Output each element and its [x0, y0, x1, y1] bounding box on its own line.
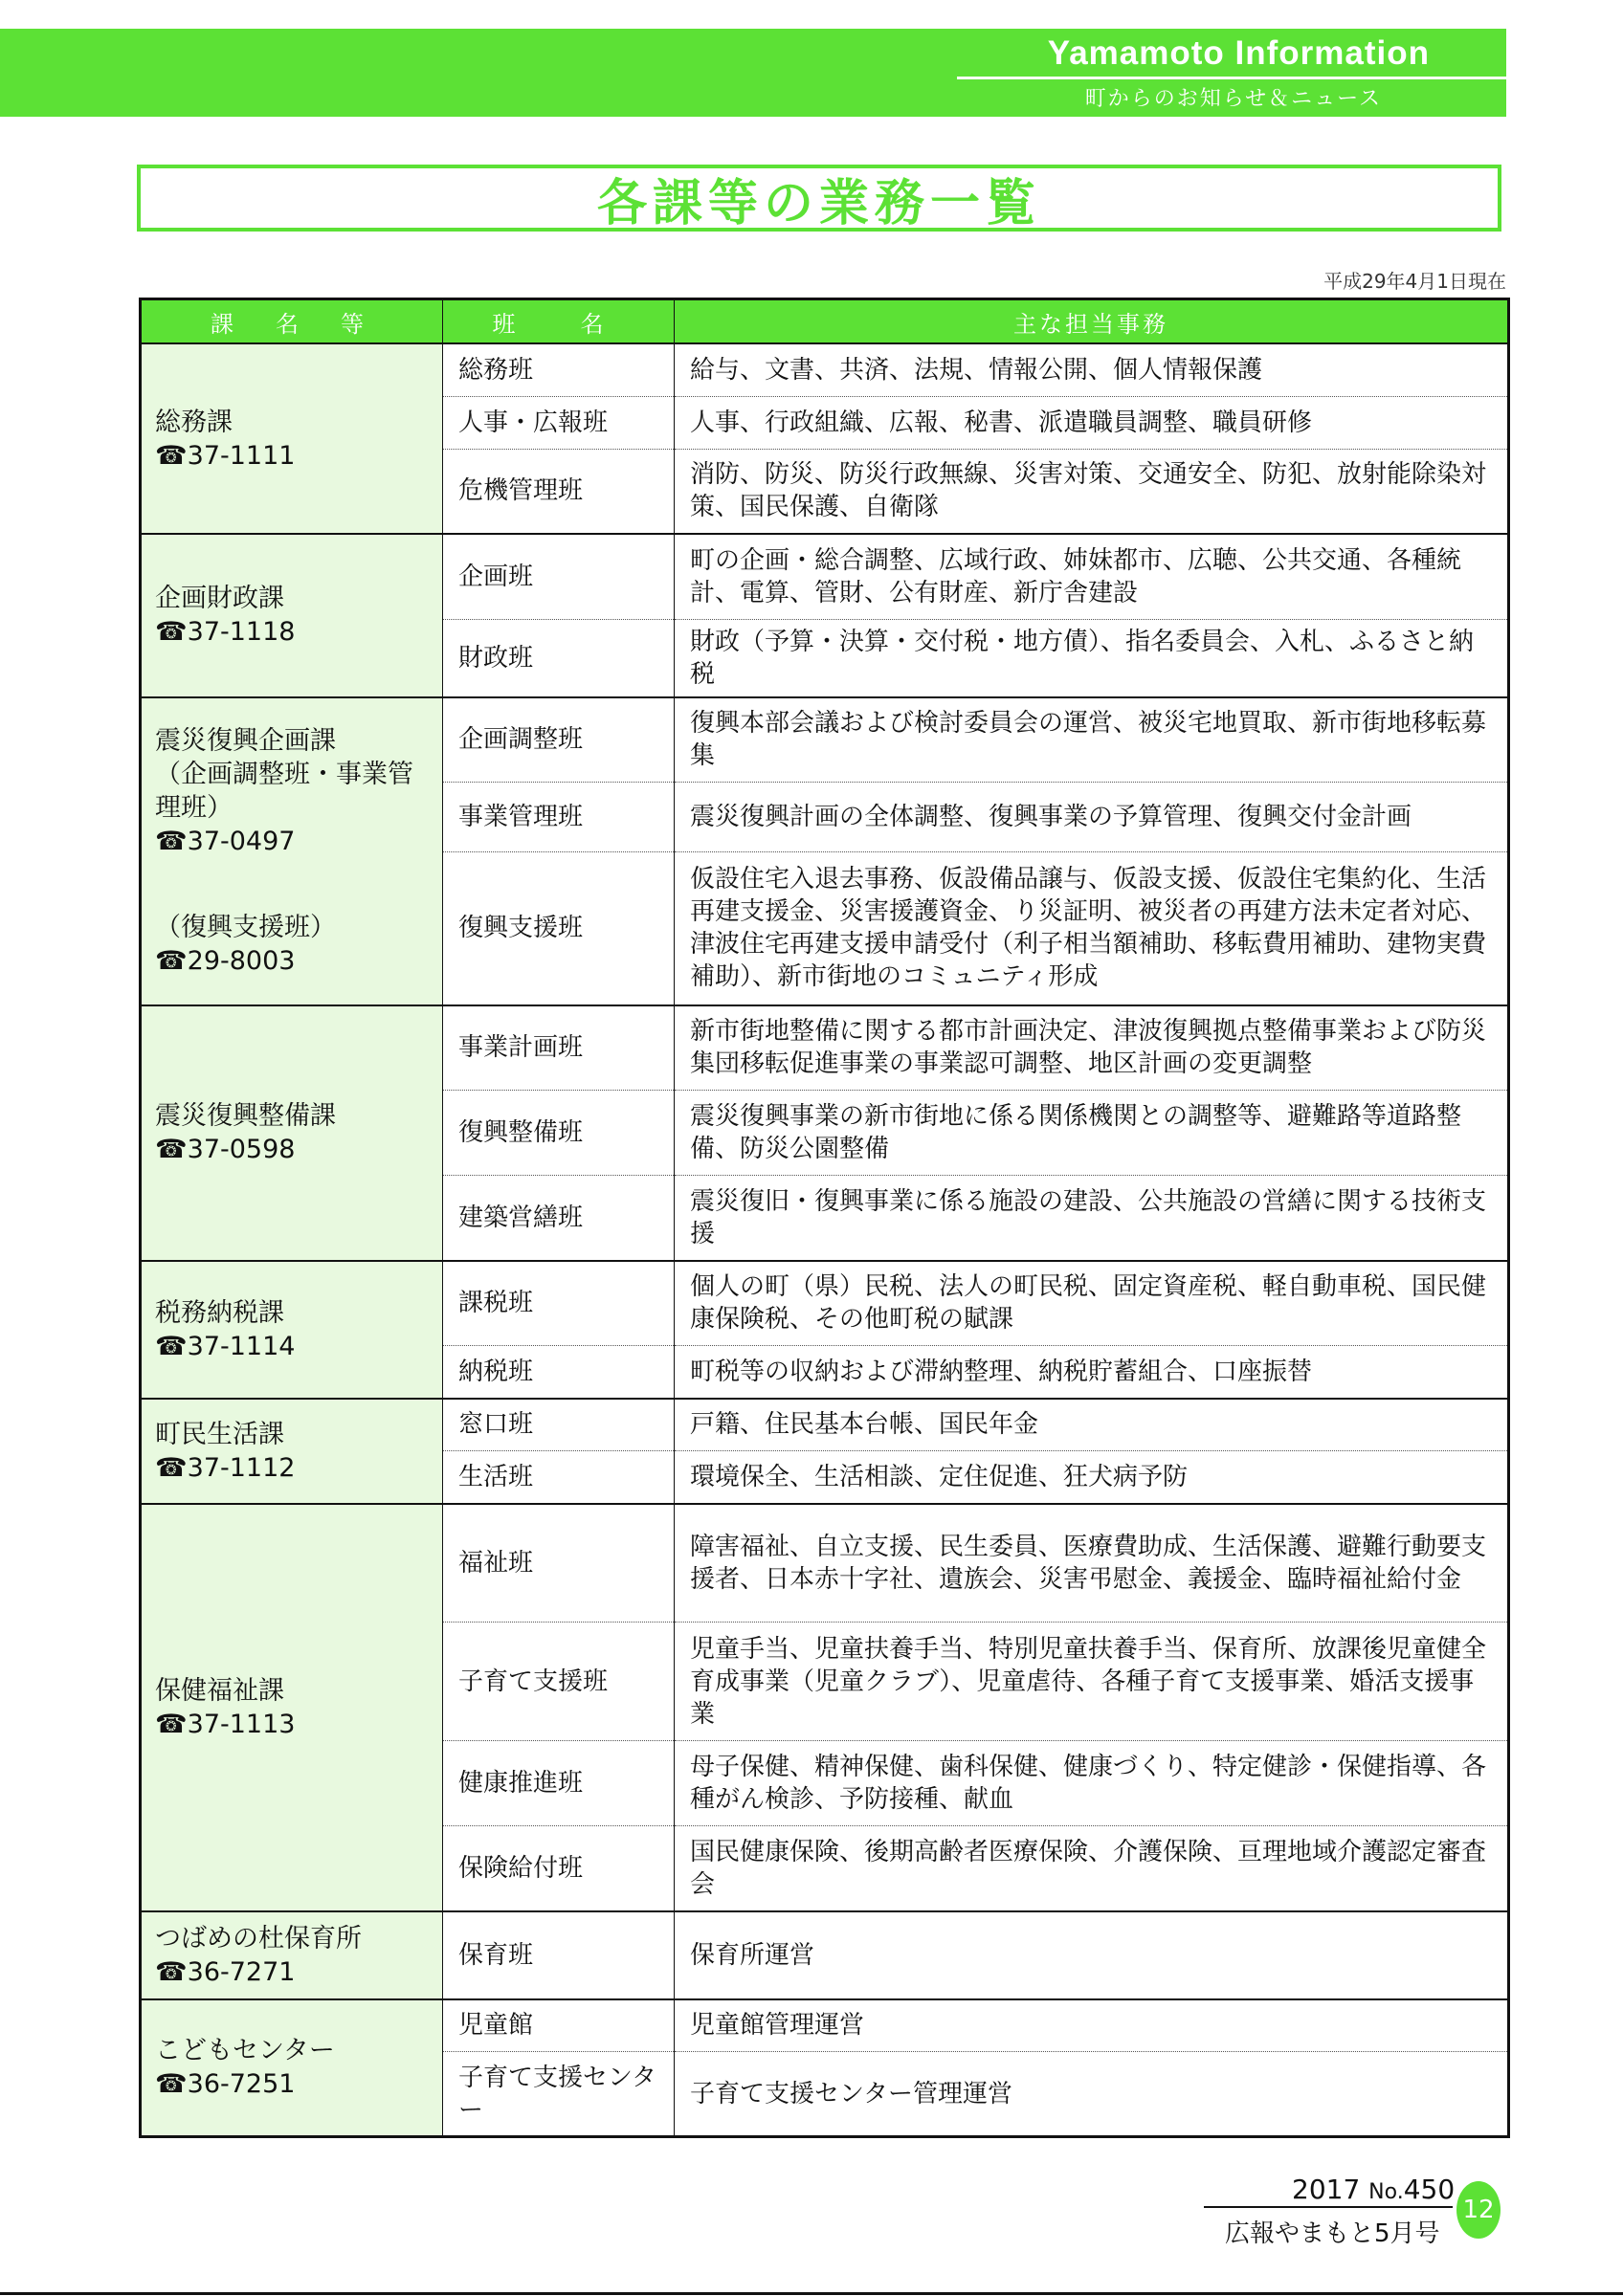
bottom-rule — [0, 2292, 1623, 2295]
dept-cell — [141, 1999, 443, 2137]
table-row — [141, 1399, 1509, 1451]
duties-cell: 復興本部会議および検討委員会の運営、被災宅地買取、新市街地移転募集 — [675, 697, 1509, 783]
table-row — [141, 697, 1509, 783]
phone-icon: ☎ — [155, 440, 188, 471]
section-cell: 建築営繕班 — [443, 1176, 675, 1261]
dept-phone: ☎37-1111 — [155, 440, 296, 471]
section-cell: 福祉班 — [443, 1504, 675, 1623]
phone-icon: ☎ — [155, 1452, 188, 1483]
duties-cell: 震災復興事業の新市街地に係る関係機関との調整等、避難路等道路整備、防災公園整備 — [675, 1091, 1509, 1176]
duties-cell: 障害福祉、自立支援、民生委員、医療費助成、生活保護、避難行動要支援者、日本赤十字社、遺族会、災害弔慰金、義援金、臨時福祉給付金 — [675, 1504, 1509, 1623]
phone-icon: ☎ — [155, 1956, 188, 1987]
section-cell: 健康推進班 — [443, 1741, 675, 1826]
table-row — [141, 343, 1509, 396]
section-cell: 総務班 — [443, 343, 675, 396]
phone-icon: ☎ — [155, 1709, 188, 1739]
dept-cell — [141, 697, 443, 1005]
phone-icon: ☎ — [155, 946, 188, 976]
duties-cell: 児童手当、児童扶養手当、特別児童扶養手当、保育所、放課後児童健全育成事業（児童クラブ）、児童虐待、各種子育て支援事業、婚活支援事業 — [675, 1623, 1509, 1741]
duties-cell: 人事、行政組織、広報、秘書、派遣職員調整、職員研修 — [675, 396, 1509, 449]
table-row — [141, 1261, 1509, 1346]
table-row — [141, 534, 1509, 619]
section-cell: 課税班 — [443, 1261, 675, 1346]
dept-subunit: （復興支援班） — [155, 913, 336, 942]
page-number-badge — [1456, 2181, 1501, 2239]
duties-cell: 震災復興計画の全体調整、復興事業の予算管理、復興交付金計画 — [675, 783, 1509, 852]
duties-cell: 震災復旧・復興事業に係る施設の建設、公共施設の営繕に関する技術支援 — [675, 1176, 1509, 1261]
section-cell: 事業計画班 — [443, 1005, 675, 1091]
section-cell: 生活班 — [443, 1451, 675, 1504]
section-cell: 財政班 — [443, 619, 675, 697]
dept-cell — [141, 1504, 443, 1911]
dept-phone: ☎37-1113 — [155, 1709, 296, 1739]
phone-icon: ☎ — [155, 1135, 188, 1164]
duties-cell: 消防、防災、防災行政無線、災害対策、交通安全、防犯、放射能除染対策、国民保護、自衛隊 — [675, 449, 1509, 534]
dept-phone: ☎37-0497 — [155, 827, 296, 856]
section-cell: 復興支援班 — [443, 852, 675, 1005]
dept-name: 保健福祉課 — [155, 1675, 284, 1706]
header-duties: 主な担当事務 — [675, 299, 1509, 344]
as-of-date: 平成29年4月1日現在 — [1323, 270, 1506, 293]
dept-cell — [141, 1911, 443, 1999]
footer-rule — [1204, 2206, 1453, 2208]
duties-cell: 戸籍、住民基本台帳、国民年金 — [675, 1399, 1509, 1451]
dept-cell — [141, 1005, 443, 1261]
page-number: 12 — [1462, 2196, 1495, 2224]
duties-cell: 財政（予算・決算・交付税・地方債）、指名委員会、入札、ふるさと納税 — [675, 619, 1509, 697]
issue-name: 広報やまもと5月号 — [1225, 2219, 1440, 2248]
section-cell: 子育て支援センター — [443, 2052, 675, 2137]
dept-name: こどもセンター — [155, 2036, 335, 2066]
dept-phone: ☎37-1118 — [155, 617, 296, 648]
page-title: 各課等の業務一覧 — [596, 174, 1041, 232]
dept-name: 税務納税課 — [155, 1297, 284, 1328]
section-cell: 人事・広報班 — [443, 396, 675, 449]
duties-cell: 国民健康保険、後期高齢者医療保険、介護保険、亘理地域介護認定審査会 — [675, 1826, 1509, 1911]
table-row — [141, 1005, 1509, 1091]
phone-icon: ☎ — [155, 1331, 188, 1361]
dept-name: 町民生活課 — [155, 1419, 284, 1449]
issue-number: 2017 No.450 — [1292, 2174, 1456, 2205]
duties-cell: 保育所運営 — [675, 1911, 1509, 1999]
header-section: 班 名 — [443, 299, 675, 344]
section-cell: 復興整備班 — [443, 1091, 675, 1176]
section-cell: 企画班 — [443, 534, 675, 619]
duties-cell: 母子保健、精神保健、歯科保健、健康づくり、特定健診・保健指導、各種がん検診、予防接種、献血 — [675, 1741, 1509, 1826]
table-header-row — [141, 299, 1509, 344]
section-cell: 納税班 — [443, 1346, 675, 1399]
dept-cell — [141, 534, 443, 697]
dept-cell — [141, 1261, 443, 1399]
duties-table — [139, 298, 1510, 2138]
section-cell: 危機管理班 — [443, 449, 675, 534]
header-subtitle: 町からのお知らせ＆ニュース — [1084, 87, 1382, 111]
dept-phone: ☎36-7271 — [155, 1956, 296, 1987]
dept-phone: ☎37-0598 — [155, 1135, 296, 1164]
duties-cell: 環境保全、生活相談、定住促進、狂犬病予防 — [675, 1451, 1509, 1504]
duties-cell: 町税等の収納および滞納整理、納税貯蓄組合、口座振替 — [675, 1346, 1509, 1399]
dept-phone: ☎37-1114 — [155, 1331, 296, 1361]
duties-cell: 仮設住宅入退去事務、仮設備品譲与、仮設支援、仮設住宅集約化、生活再建支援金、災害援護資金、り災証明、被災者の再建方法未定者対応、津波住宅再建支援申請受付（利子相当額補助、移転費用補助、建物実費補助）、新市街地のコミュニティ形成 — [675, 852, 1509, 1005]
dept-subunit: （企画調整班・事業管理班） — [155, 760, 413, 823]
section-cell: 事業管理班 — [443, 783, 675, 852]
dept-phone: ☎37-1112 — [155, 1452, 296, 1483]
dept-phone: ☎36-7251 — [155, 2069, 296, 2100]
dept-name: 震災復興整備課 — [155, 1101, 336, 1131]
phone-icon: ☎ — [155, 827, 188, 856]
duties-cell: 児童館管理運営 — [675, 1999, 1509, 2052]
section-cell: 窓口班 — [443, 1399, 675, 1451]
dept-cell — [141, 343, 443, 534]
duties-cell: 町の企画・総合調整、広域行政、姉妹都市、広聴、公共交通、各種統計、電算、管財、公有財産、新庁舎建設 — [675, 534, 1509, 619]
dept-name: 企画財政課 — [155, 584, 284, 614]
phone-icon: ☎ — [155, 617, 188, 648]
phone-icon: ☎ — [155, 2069, 188, 2100]
duties-cell: 個人の町（県）民税、法人の町民税、固定資産税、軽自動車税、国民健康保険税、その他町税の賦課 — [675, 1261, 1509, 1346]
duties-cell: 給与、文書、共済、法規、情報公開、個人情報保護 — [675, 343, 1509, 396]
section-cell: 保険給付班 — [443, 1826, 675, 1911]
dept-name: 総務課 — [155, 407, 233, 437]
duties-cell: 新市街地整備に関する都市計画決定、津波復興拠点整備事業および防災集団移転促進事業の事業認可調整、地区計画の変更調整 — [675, 1005, 1509, 1091]
table-row — [141, 1911, 1509, 1999]
dept-name: 震災復興企画課 — [155, 726, 336, 756]
header-dept: 課 名 等 — [141, 299, 443, 344]
dept-cell — [141, 1399, 443, 1504]
dept-name: つばめの杜保育所 — [155, 1923, 362, 1954]
section-cell: 企画調整班 — [443, 697, 675, 783]
page-title-box — [137, 165, 1501, 232]
dept-phone: ☎29-8003 — [155, 946, 296, 976]
table-row — [141, 1504, 1509, 1623]
header-rule — [957, 77, 1506, 79]
header-title: Yamamoto Information — [1047, 34, 1430, 72]
section-cell: 児童館 — [443, 1999, 675, 2052]
duties-cell: 子育て支援センター管理運営 — [675, 2052, 1509, 2137]
section-cell: 子育て支援班 — [443, 1623, 675, 1741]
table-row — [141, 1999, 1509, 2052]
header-band — [0, 29, 1506, 117]
section-cell: 保育班 — [443, 1911, 675, 1999]
